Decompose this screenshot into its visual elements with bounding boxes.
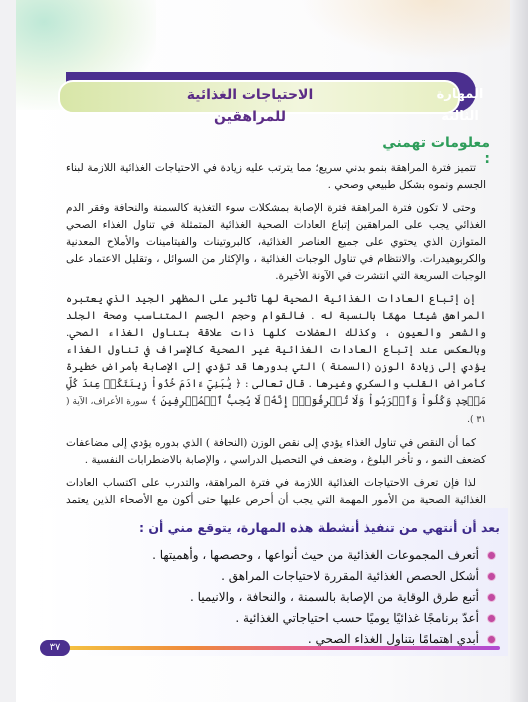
list-item	[80, 608, 495, 629]
bullet-icon	[488, 636, 495, 643]
objective-text: أتبع طرق الوقاية من الإصابة بالسمنة ، والنحافة ، والانيميا .	[189, 590, 479, 604]
bullet-icon	[488, 615, 495, 622]
body-text	[66, 160, 486, 532]
footer-bar	[60, 646, 500, 650]
list-item	[80, 545, 495, 566]
paragraph-1: تتميز فترة المراهقة بنمو بدني سريع؛ مما يترتب عليه زيادة في الاحتياجات الغذائية اللازمة لبناء الجسم ونموه بشكل طبيعي وصحي .	[66, 162, 486, 191]
paragraph-2: وحتى لا تكون فترة المراهقة فترة الإصابة بمشكلات سوء التغذية كالسمنة والنحافة وفقر الدم الغذائي يجب على المراهقين إتباع العادات الصحية الغذائية المتمثلة في تناول الغذاء الصحي المتوازن الذي يحتوي على جميع العناصر الغذائية، كالبروتينات والفيتامينات والأملاح المعدنية والكربوهيدرات. والانتظام في تناول الوجبات الغذائية ، والإكثار من السوائل ، وتقليل الاعتماد على الوجبات السريعة التي انتشرت في الآونة الأخيرة.	[66, 202, 486, 282]
objective-text: أعدّ برنامجًا غذائيًا يوميًا حسب احتياجاتي الغذائية .	[235, 611, 479, 625]
bullet-icon	[488, 552, 495, 559]
objective-text: أتعرف المجموعات الغذائية من حيث أنواعها ، وحصصها ، وأهميتها .	[152, 548, 479, 562]
page-number: ٣٧	[40, 640, 70, 656]
bullet-icon	[488, 594, 495, 601]
paragraph-5: لذا فإن تعرف الاحتياجات الغذائية اللازمة في فترة المراهقة، والتدرب على اكتساب العادات الغذائية الصحية من الأمور المهمة التي يجب أن أحرص عليها حتى أكون مع الأصحاء الذين يعتمد	[66, 477, 486, 506]
lesson-title: الاحتياجات الغذائية للمراهقين	[186, 87, 314, 125]
objectives-list	[80, 545, 495, 650]
paragraph-3-text: إن إتباع العادات الغذائية الصحية لها تأثير على المظهر الجيد الذي يعتبره المراهق شيئًا مهمًا بالنسبة له . فالقوام وحجم الجسم المتناسب وصحة الجلد والشعر والعيون ، وكذلك العضلات كلها ذات علاقة بتناول الغذاء الصحي. وبالعكس عند إتباع العادات الغذائية غير الصحية كالإسراف في تناول الغذاء يؤدي إلى زيادة الوزن (السمنة ) التي بدورها قد تؤدي إلى الإصابة بأمراض خطيرة كأمراض القلب والسكري وغيرها . قال تعالى :	[66, 293, 486, 390]
quran-verse: ﴿ يَٰبَنِيٓ ءَادَمَ خُذُواْ زِينَتَكُمۡ عِندَ كُلِّ مَسۡجِدٖ وَكُلُواْ وَٱشۡرَبُواْ وَلَا تُسۡرِفُوٓاْۚ إِنَّهُۥ لَا يُحِبُّ ٱلۡمُسۡرِفِينَ ﴾	[66, 378, 487, 407]
decorative-top	[300, 0, 520, 60]
objectives-heading: بعد أن أنتهي من تنفيذ أنشطة هذه المهارة، يتوقع مني أن :	[138, 520, 500, 535]
paragraph-3	[66, 291, 486, 429]
paragraph-4: كما أن النقص في تناول الغذاء يؤدي إلى نقص الوزن (النحافة ) الذي بدوره يؤدي إلى مضاعفات كضعف النمو ، و تأخر البلوغ ، وضعف في التحصيل الدراسي ، والإصابة بالاضطرابات النفسية .	[66, 437, 486, 466]
section-heading: معلومات تهمني :	[382, 135, 490, 167]
skill-label: المهارة الثالثة	[436, 87, 484, 124]
objective-text: أبدي اهتمامًا بتناول الغذاء الصحي .	[307, 632, 479, 646]
page-edge	[510, 0, 528, 702]
verse-reference: سورة الأعراف، الآية ( ٣١ ).	[66, 397, 486, 425]
bullet-icon	[488, 573, 495, 580]
list-item	[80, 566, 495, 587]
list-item	[80, 587, 495, 608]
objective-text: أشكل الحصص الغذائية المقررة لاحتياجات المراهق .	[221, 569, 479, 583]
